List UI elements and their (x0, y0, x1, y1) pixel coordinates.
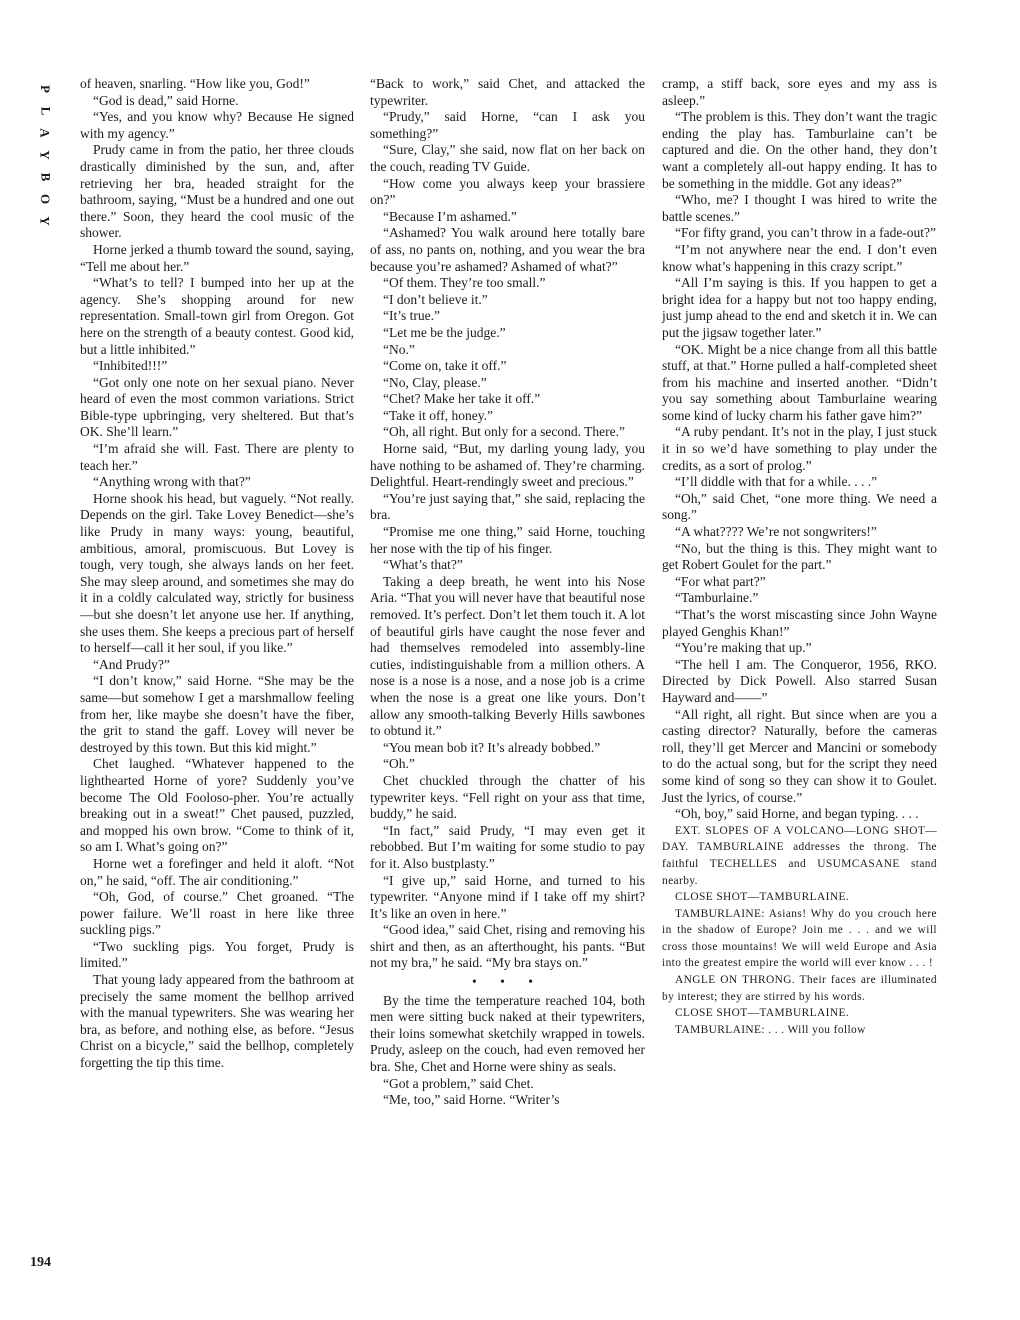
paragraph: “Inhibited!!!” (93, 358, 168, 374)
paragraph: Horne said, “But, my darling young lady, you have nothing to be ashamed of. They’re charming. Delightful. Heart-rendingly sweet and precious.” (370, 441, 645, 490)
paragraph: “Got only one note on her sexual piano. Never heard of even the most common variations. Strict Bible-type upbringing, very sheltered. But that’s OK. She’ll learn.” (80, 374, 354, 440)
paragraph: “You mean bob it? It’s already bobbed.” (383, 739, 601, 755)
paragraph: “The hell I am. The Conqueror, 1956, RKO. Directed by Dick Powell. Also starred Susan Hayward and——” (662, 656, 937, 705)
masthead-letter: L (37, 106, 53, 116)
paragraph: cramp, a stiff back, sore eyes and my ass is asleep.” (662, 76, 937, 108)
paragraph: “I don’t believe it.” (383, 291, 488, 307)
paragraph: “I don’t know,” said Horne. “She may be the same—but somehow I get a marshmallow feeling from her, like maybe she doesn’t have the fiber, the grit to stand the gaff. Lovey will never be destroyed by this town. But this kid might.” (80, 673, 354, 755)
paragraph: “Let me be the judge.” (383, 324, 506, 340)
paragraph: “What’s to tell? I bumped into her up at the agency. She’s shopping around for new representation. Small-town girl from Oregon. Got here on the strength of a beauty contest. Good kid, but a little inhibited.” (80, 275, 354, 357)
paragraph: “Oh, all right. But only for a second. There.” (383, 424, 625, 440)
paragraph: “In fact,” said Prudy, “I may even get it rebobbed. But I’m waiting for some studio to pay for it. Also bustplasty.” (370, 822, 645, 871)
masthead-letter: Y (37, 216, 53, 226)
paragraph: “Oh, boy,” said Horne, and began typing. . . . (675, 806, 919, 822)
paragraph: “Ashamed? You walk around here totally bare of ass, no pants on, nothing, and you wear the bra because you’re ashamed? Ashamed of what?” (370, 225, 645, 274)
paragraph: “Got a problem,” said Chet. (383, 1075, 534, 1091)
paragraph: “Tamburlaine.” (675, 590, 759, 606)
paragraph: “And Prudy?” (93, 656, 170, 672)
paragraph: TAMBURLAINE: . . . Will you follow (675, 1023, 866, 1036)
paragraph: “Sure, Clay,” she said, now flat on her back on the couch, reading TV Guide. (370, 142, 645, 174)
text-column-3 (662, 76, 937, 1038)
paragraph: Taking a deep breath, he went into his Nose Aria. “That you will never have that beautiful nose removed. It’s perfect. Don’t let them touch it. A lot of beautiful girls have caught the nose fever and had themselves remodeled into assembly-line cuties, indistinguishable from a million others. A nose is a nose is a nose, and a nose job is a crime when the nose is a great one like yours. Don’t allow any smooth-talking Beverly Hills sawbones to obtund it.” (370, 573, 645, 739)
paragraph: “For fifty grand, you can’t throw in a fade-out?” (675, 225, 937, 241)
paragraph: “Oh, God, of course.” Chet groaned. “The power failure. We’ll roast in here like three suckling pigs.” (80, 889, 354, 938)
paragraph: Horne wet a forefinger and held it aloft. “Not on,” he said, “off. The air conditioning.” (80, 855, 354, 888)
paragraph: Horne jerked a thumb toward the sound, saying, “Tell me about her.” (80, 241, 354, 274)
paragraph: ANGLE ON THRONG. Their faces are illuminated by interest; they are stirred by his words. (662, 974, 937, 1003)
paragraph: “That’s the worst miscasting since John Wayne played Genghis Khan!” (662, 607, 937, 639)
paragraph: “You’re making that up.” (675, 640, 812, 656)
paragraph: “Two suckling pigs. You forget, Prudy is limited.” (80, 938, 354, 971)
paragraph: “Chet? Make her take it off.” (383, 391, 541, 407)
paragraph: “No, Clay, please.” (383, 374, 487, 390)
paragraph: “Me, too,” said Horne. “Writer’s (383, 1092, 560, 1108)
paragraph: “For what part?” (675, 573, 766, 589)
paragraph: “It’s true.” (383, 308, 440, 324)
paragraph: “Of them. They’re too small.” (383, 275, 546, 291)
paragraph: “Promise me one thing,” said Horne, touching her nose with the tip of his finger. (370, 524, 645, 556)
paragraph: “Oh.” (383, 756, 415, 772)
masthead-letter: B (37, 172, 53, 182)
paragraph: “What’s that?” (383, 557, 463, 573)
paragraph: CLOSE SHOT—TAMBURLAINE. (675, 891, 850, 904)
paragraph: “Oh,” said Chet, “one more thing. We need a song.” (662, 490, 937, 523)
paragraph: EXT. SLOPES OF A VOLCANO—LONG SHOT—DAY. TAMBURLAINE addresses the throng. The faithful TECHELLES and USUMCASANE stand nearby. (662, 824, 937, 887)
paragraph: “Prudy,” said Horne, “can I ask you something?” (370, 109, 645, 141)
paragraph: “The problem is this. They don’t want the tragic ending the play has. Tamburlaine can’t be captured and die. On the other hand, they don’t want a completely all-out happy ending. It has to be something in the middle. Got any ideas?” (662, 109, 937, 191)
paragraph: “OK. Might be a nice change from all this battle stuff, at that.” Horne pulled a half-completed sheet from his machine and inserted another. “Didn’t you say something about Tamburlaine wearing some kind of lucky charm his father gave him?” (662, 341, 937, 423)
text-column-1 (80, 76, 354, 1072)
paragraph: “I’m not anywhere near the end. I don’t even know what’s happening in this crazy script.” (662, 241, 937, 274)
paragraph: Chet laughed. “Whatever happened to the lighthearted Horne of yore? Suddenly you’ve become The Old Fooloso-pher. You’re actually breaking out in a sweat!” Chet paused, puzzled, and mopped his own brow. “Come to think of it, so am I. What’s going on?” (80, 756, 354, 855)
text-column-2 (370, 76, 645, 1109)
paragraph: “You’re just saying that,” she said, replacing the bra. (370, 490, 645, 523)
paragraph: TAMBURLAINE: Asians! Why do you crouch here in the shadow of Europe? Join me . . . and we will cross those mountains! We will weld Europe and Asia into the greatest empire the world will ever know . . . ! (662, 907, 937, 970)
paragraph: “Yes, and you know why? Because He signed with my agency.” (80, 109, 354, 141)
paragraph: Horne shook his head, but vaguely. “Not really. Depends on the girl. Take Lovey Benedict—she’s like Prudy in many ways: young, beautiful, ambitious, amoral, promiscuous. But Lovey is tough, very tough, she always lands on her feet. She may sleep around, and sometimes she may do it in a coldly calculated way, strictly for business—but she doesn’t let anyone use her. If anything, she uses them. She keeps a precious part of herself to herself—call it her soul, if you like.” (80, 490, 354, 656)
paragraph: “No.” (383, 341, 415, 357)
paragraph: “Back to work,” said Chet, and attacked the typewriter. (370, 76, 645, 108)
masthead-letter: A (37, 128, 53, 138)
paragraph: “A ruby pendant. It’s not in the play, I just stuck it in so we’d have something to play under the credits, as a sort of prolog.” (662, 424, 937, 473)
paragraph: “I give up,” said Horne, and turned to his typewriter. “Anyone mind if I take off my shirt? It’s like an oven in here.” (370, 872, 645, 921)
paragraph: “A what???? We’re not songwriters!” (675, 524, 877, 540)
paragraph: “All right, all right. But since when are you a casting director? Naturally, before the cameras roll, they’ll get Mercer and Mancini or somebody to do the actual song, but for the script they need some kind of song so they can show it to Goulet. Just the lyrics, of course.” (662, 706, 937, 805)
paragraph: “How come you always keep your brassiere on?” (370, 175, 645, 208)
paragraph: “I’m afraid she will. Fast. There are plenty to teach her.” (80, 441, 354, 473)
paragraph: “All I’m saying is this. If you happen to get a bright idea for a happy but not too happy ending, just jump ahead to the end and sketch it in. We can put the jigsaw together later.” (662, 275, 937, 340)
paragraph: of heaven, snarling. “How like you, God!” (80, 76, 310, 91)
paragraph: That young lady appeared from the bathroom at precisely the same moment the bellhop arrived with the manual typewriters. She was wearing her bra, as before, and nothing else, as before. “Jesus Christ on a bicycle,” said the bellhop, completely forgetting the tip this time. (80, 972, 354, 1071)
paragraph: “Good idea,” said Chet, rising and removing his shirt and then, as an afterthought, his pants. “But not my bra,” he said. “My bra stays on.” (370, 922, 645, 971)
paragraph: “Come on, take it off.” (383, 358, 507, 374)
paragraph: “Because I’m ashamed.” (383, 208, 517, 224)
paragraph: Chet chuckled through the chatter of his typewriter keys. “Fell right on your ass that time, buddy,” he said. (370, 772, 645, 822)
paragraph: “Anything wrong with that?” (93, 474, 251, 490)
paragraph: “Take it off, honey.” (383, 407, 494, 423)
paragraph: “I’ll diddle with that for a while. . . .” (675, 474, 878, 490)
paragraph: By the time the temperature reached 104, both men were sitting buck naked at their typewriters, their loins somewhat sketchily wrapped in towels. Prudy, asleep on the couch, had even removed her bra. She, Chet and Horne were shiny as seals. (370, 992, 645, 1075)
paragraph: Prudy came in from the patio, her three clouds drastically diminished by the sun, and, after retrieving her bra, headed straight for the bathroom, saying, “Must be a hundred and one out there.” Soon, they heard the cool music of the shower. (80, 142, 354, 241)
paragraph: “Who, me? I thought I was hired to write the battle scenes.” (662, 192, 937, 224)
section-break: • • • (472, 974, 543, 990)
masthead-letter: O (38, 193, 53, 205)
masthead-letter: P (37, 85, 53, 93)
masthead-letter: Y (37, 150, 53, 160)
paragraph: CLOSE SHOT—TAMBURLAINE. (675, 1007, 850, 1020)
page-number: 194 (30, 1255, 51, 1270)
paragraph: “No, but the thing is this. They might want to get Robert Goulet for the part.” (662, 540, 937, 573)
magazine-masthead (32, 78, 58, 232)
paragraph: “God is dead,” said Horne. (93, 92, 239, 108)
